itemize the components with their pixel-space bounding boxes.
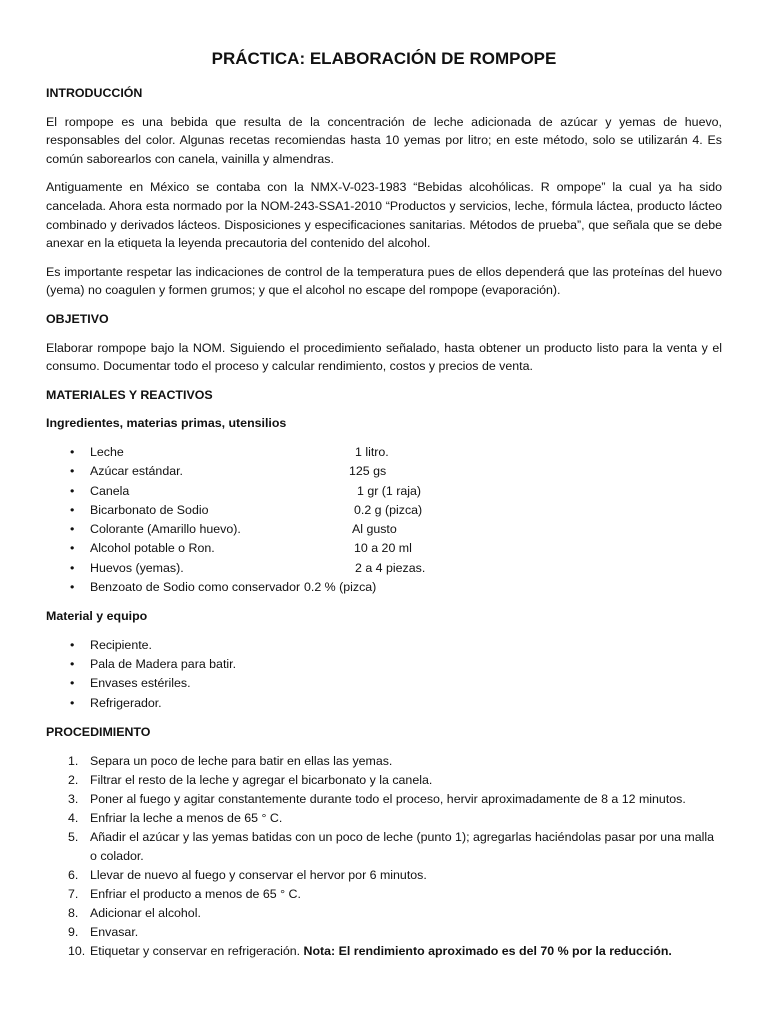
- ingredient-name: Colorante (Amarillo huevo).: [90, 522, 241, 537]
- ingredient-item: [46, 539, 722, 558]
- page-title: PRÁCTICA: ELABORACIÓN DE ROMPOPE: [211, 49, 557, 68]
- ingredient-quantity: 125 gs: [349, 464, 387, 479]
- step-text: Añadir el azúcar y las yemas batidas con un poco de leche (punto 1); agregarlas haciéndolas pasar por una malla o colador.: [90, 829, 715, 863]
- ingredient-item: [46, 559, 722, 578]
- ingredient-name: Canela: [90, 483, 130, 498]
- ingredient-item: [46, 443, 722, 462]
- ingredients-heading: Ingredientes, materias primas, utensilios: [46, 416, 287, 431]
- objective-heading: OBJETIVO: [46, 311, 109, 326]
- step-text: Adicionar el alcohol.: [90, 905, 201, 920]
- equipment-list: [46, 636, 722, 713]
- bullet-icon: •: [70, 502, 75, 517]
- step-text: Etiquetar y conservar en refrigeración.: [90, 943, 304, 958]
- procedure-heading: PROCEDIMIENTO: [46, 725, 151, 740]
- step-text: Envasar.: [90, 924, 139, 939]
- equipment-label: Envases estériles.: [90, 676, 191, 691]
- bullet-icon: •: [70, 541, 75, 556]
- procedure-step: [46, 752, 722, 771]
- bullet-icon: •: [70, 560, 75, 575]
- procedure-step: [46, 809, 722, 828]
- materials-heading: MATERIALES Y REACTIVOS: [46, 387, 213, 402]
- intro-paragraph-1: El rompope es una bebida que resulta de la concentración de leche adicionada de azúcar y yemas de huevo, responsables del color. Algunas recetas recomiendas hasta 10 yemas por litro; en este método, solo se utilizarán 4. Es común saborearlos con canela, vainilla y almendras.: [46, 114, 722, 166]
- bullet-icon: •: [70, 464, 75, 479]
- step-number: 7.: [68, 886, 79, 901]
- ingredient-quantity: 0.2 g (pizca): [354, 502, 423, 517]
- step-number: 5.: [68, 829, 79, 844]
- yield-note: Nota: El rendimiento aproximado es del 70 % por la reducción.: [303, 943, 672, 958]
- step-text: Llevar de nuevo al fuego y conservar el hervor por 6 minutos.: [90, 867, 427, 882]
- ingredient-name: Azúcar estándar.: [90, 464, 183, 479]
- equipment-label: Refrigerador.: [90, 695, 162, 710]
- intro-heading: INTRODUCCIÓN: [46, 86, 143, 100]
- equipment-item: [46, 694, 722, 713]
- ingredient-name: Huevos (yemas).: [90, 560, 184, 575]
- equipment-item: [46, 655, 722, 674]
- ingredient-quantity: 0.2 % (pizca): [304, 579, 377, 594]
- procedure-step: [46, 828, 722, 866]
- bullet-icon: •: [70, 522, 75, 537]
- step-text: Poner al fuego y agitar constantemente durante todo el proceso, hervir aproximadamente de 8 a 12 minutos.: [90, 791, 686, 806]
- ingredient-quantity: Al gusto: [352, 522, 397, 537]
- ingredient-quantity: 10 a 20 ml: [354, 541, 412, 556]
- procedure-step: [46, 866, 722, 885]
- bullet-icon: •: [70, 579, 75, 594]
- procedure-step: [46, 790, 722, 809]
- intro-paragraph-3: Es importante respetar las indicaciones de control de la temperatura pues de ellos dependerá que las proteínas del huevo (yema) no coagulen y formen grumos; y que el alcohol no escape del rompope (evaporación).: [46, 264, 722, 298]
- bullet-icon: •: [70, 676, 75, 691]
- step-number: 6.: [68, 867, 79, 882]
- step-number: 4.: [68, 810, 79, 825]
- procedure-step: [46, 904, 722, 923]
- ingredient-item: [46, 520, 722, 539]
- bullet-icon: •: [70, 483, 75, 498]
- ingredient-name: Bicarbonato de Sodio: [90, 502, 209, 517]
- ingredient-item: [46, 501, 722, 520]
- bullet-icon: •: [70, 637, 75, 652]
- step-text: Filtrar el resto de la leche y agregar el bicarbonato y la canela.: [90, 772, 433, 787]
- bullet-icon: •: [70, 444, 75, 459]
- equipment-item: [46, 674, 722, 693]
- ingredient-name: Benzoato de Sodio como conservador: [90, 579, 301, 594]
- ingredient-quantity: 2 a 4 piezas.: [355, 560, 426, 575]
- bullet-icon: •: [70, 695, 75, 710]
- ingredient-item: [46, 482, 722, 501]
- procedure-step: [46, 942, 722, 961]
- procedure-step: [46, 885, 722, 904]
- equipment-heading: Material y equipo: [46, 609, 148, 624]
- step-number: 3.: [68, 791, 79, 806]
- objective-paragraph: Elaborar rompope bajo la NOM. Siguiendo el procedimiento señalado, hasta obtener un producto listo para la venta y el consumo. Documentar todo el proceso y calcular rendimiento, costos y precios de venta.: [46, 340, 722, 374]
- step-number: 10.: [68, 943, 86, 958]
- ingredient-name: Alcohol potable o Ron.: [90, 541, 215, 556]
- procedure-step: [46, 923, 722, 942]
- ingredient-quantity: 1 litro.: [355, 444, 389, 459]
- ingredient-item: [46, 578, 722, 597]
- procedure-step: [46, 771, 722, 790]
- equipment-label: Pala de Madera para batir.: [90, 657, 237, 672]
- equipment-item: [46, 636, 722, 655]
- step-number: 8.: [68, 905, 79, 920]
- procedure-steps-list: [46, 752, 722, 961]
- ingredient-item: [46, 462, 722, 481]
- ingredients-list: [46, 443, 722, 597]
- step-text: Separa un poco de leche para batir en ellas las yemas.: [90, 753, 393, 768]
- step-text: Enfriar el producto a menos de 65 ° C.: [90, 886, 301, 901]
- bullet-icon: •: [70, 657, 75, 672]
- equipment-label: Recipiente.: [90, 637, 152, 652]
- step-text: Enfriar la leche a menos de 65 ° C.: [90, 810, 283, 825]
- ingredient-name: Leche: [90, 444, 124, 459]
- step-number: 9.: [68, 924, 79, 939]
- intro-paragraph-2: Antiguamente en México se contaba con la NMX-V-023-1983 “Bebidas alcohólicas. R ompope” la cual ya ha sido cancelada. Ahora esta normado por la NOM-243-SSA1-2010 “Productos y servicios, leche, fórmula láctea, producto lácteo combinado y derivados lácteos. Disposiciones y especificaciones sanitarias. Métodos de prueba”, que señala que se debe anexar en la etiqueta la leyenda precautoria del contenido del alcohol.: [46, 180, 722, 251]
- step-number: 2.: [68, 772, 79, 787]
- ingredient-quantity: 1 gr (1 raja): [357, 483, 422, 498]
- step-number: 1.: [68, 753, 79, 768]
